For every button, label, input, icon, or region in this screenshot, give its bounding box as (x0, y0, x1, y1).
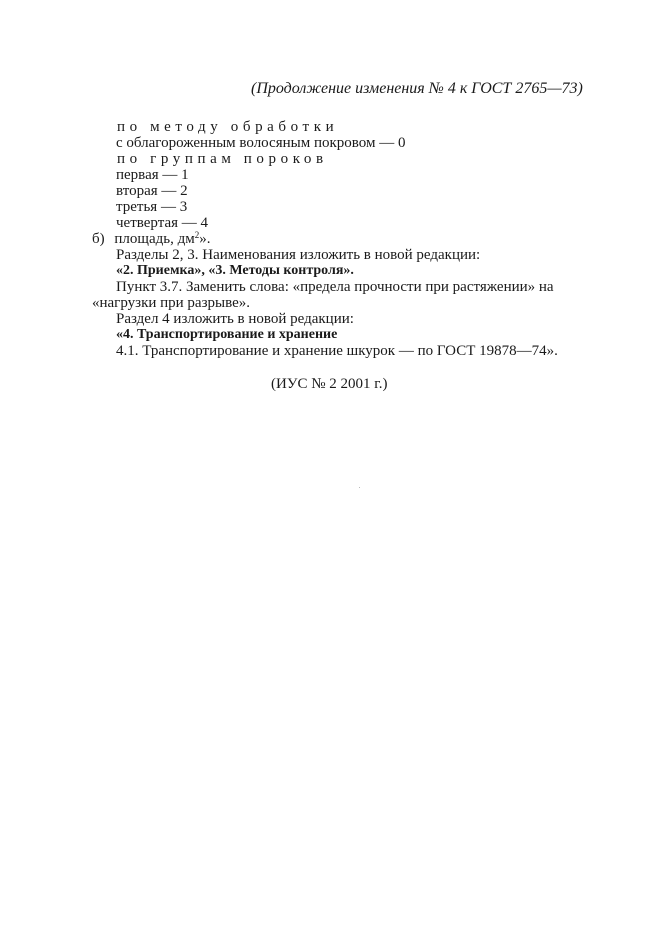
defect-group-first: первая — 1 (116, 167, 189, 183)
sections-intro: Разделы 2, 3. Наименования изложить в новой редакции: (116, 247, 481, 263)
defect-group-third: третья — 3 (116, 199, 188, 215)
scan-speck (359, 487, 360, 488)
section4-title: «4. Транспортирование и хранение (116, 327, 338, 342)
section4-clause: 4.1. Транспортирование и хранение шкурок — по ГОСТ 19878—74». (116, 343, 558, 359)
ius-reference: (ИУС № 2 2001 г.) (271, 376, 388, 392)
area-marker: б) (92, 231, 105, 247)
defect-group-second: вторая — 2 (116, 183, 188, 199)
sections-new-titles: «2. Приемка», «3. Методы контроля». (116, 263, 354, 278)
area-superscript: 2 (194, 230, 200, 240)
area-tail: ». (199, 231, 211, 247)
document-header: (Продолжение изменения № 4 к ГОСТ 2765—73) (251, 80, 583, 97)
area-text: площадь, дм (114, 231, 195, 247)
clause-37-line1: Пункт 3.7. Заменить слова: «предела прочности при растяжении» на (116, 279, 554, 295)
hair-coat-line: с облагороженным волосяным покровом — 0 (116, 135, 406, 151)
defect-group-fourth: четвертая — 4 (116, 215, 209, 231)
clause-37-line2: «нагрузки при разрыве». (92, 295, 250, 311)
by-method-heading: по методу обработки (117, 119, 339, 135)
by-defect-groups-heading: по группам пороков (117, 151, 328, 167)
section4-intro: Раздел 4 изложить в новой редакции: (116, 311, 354, 327)
